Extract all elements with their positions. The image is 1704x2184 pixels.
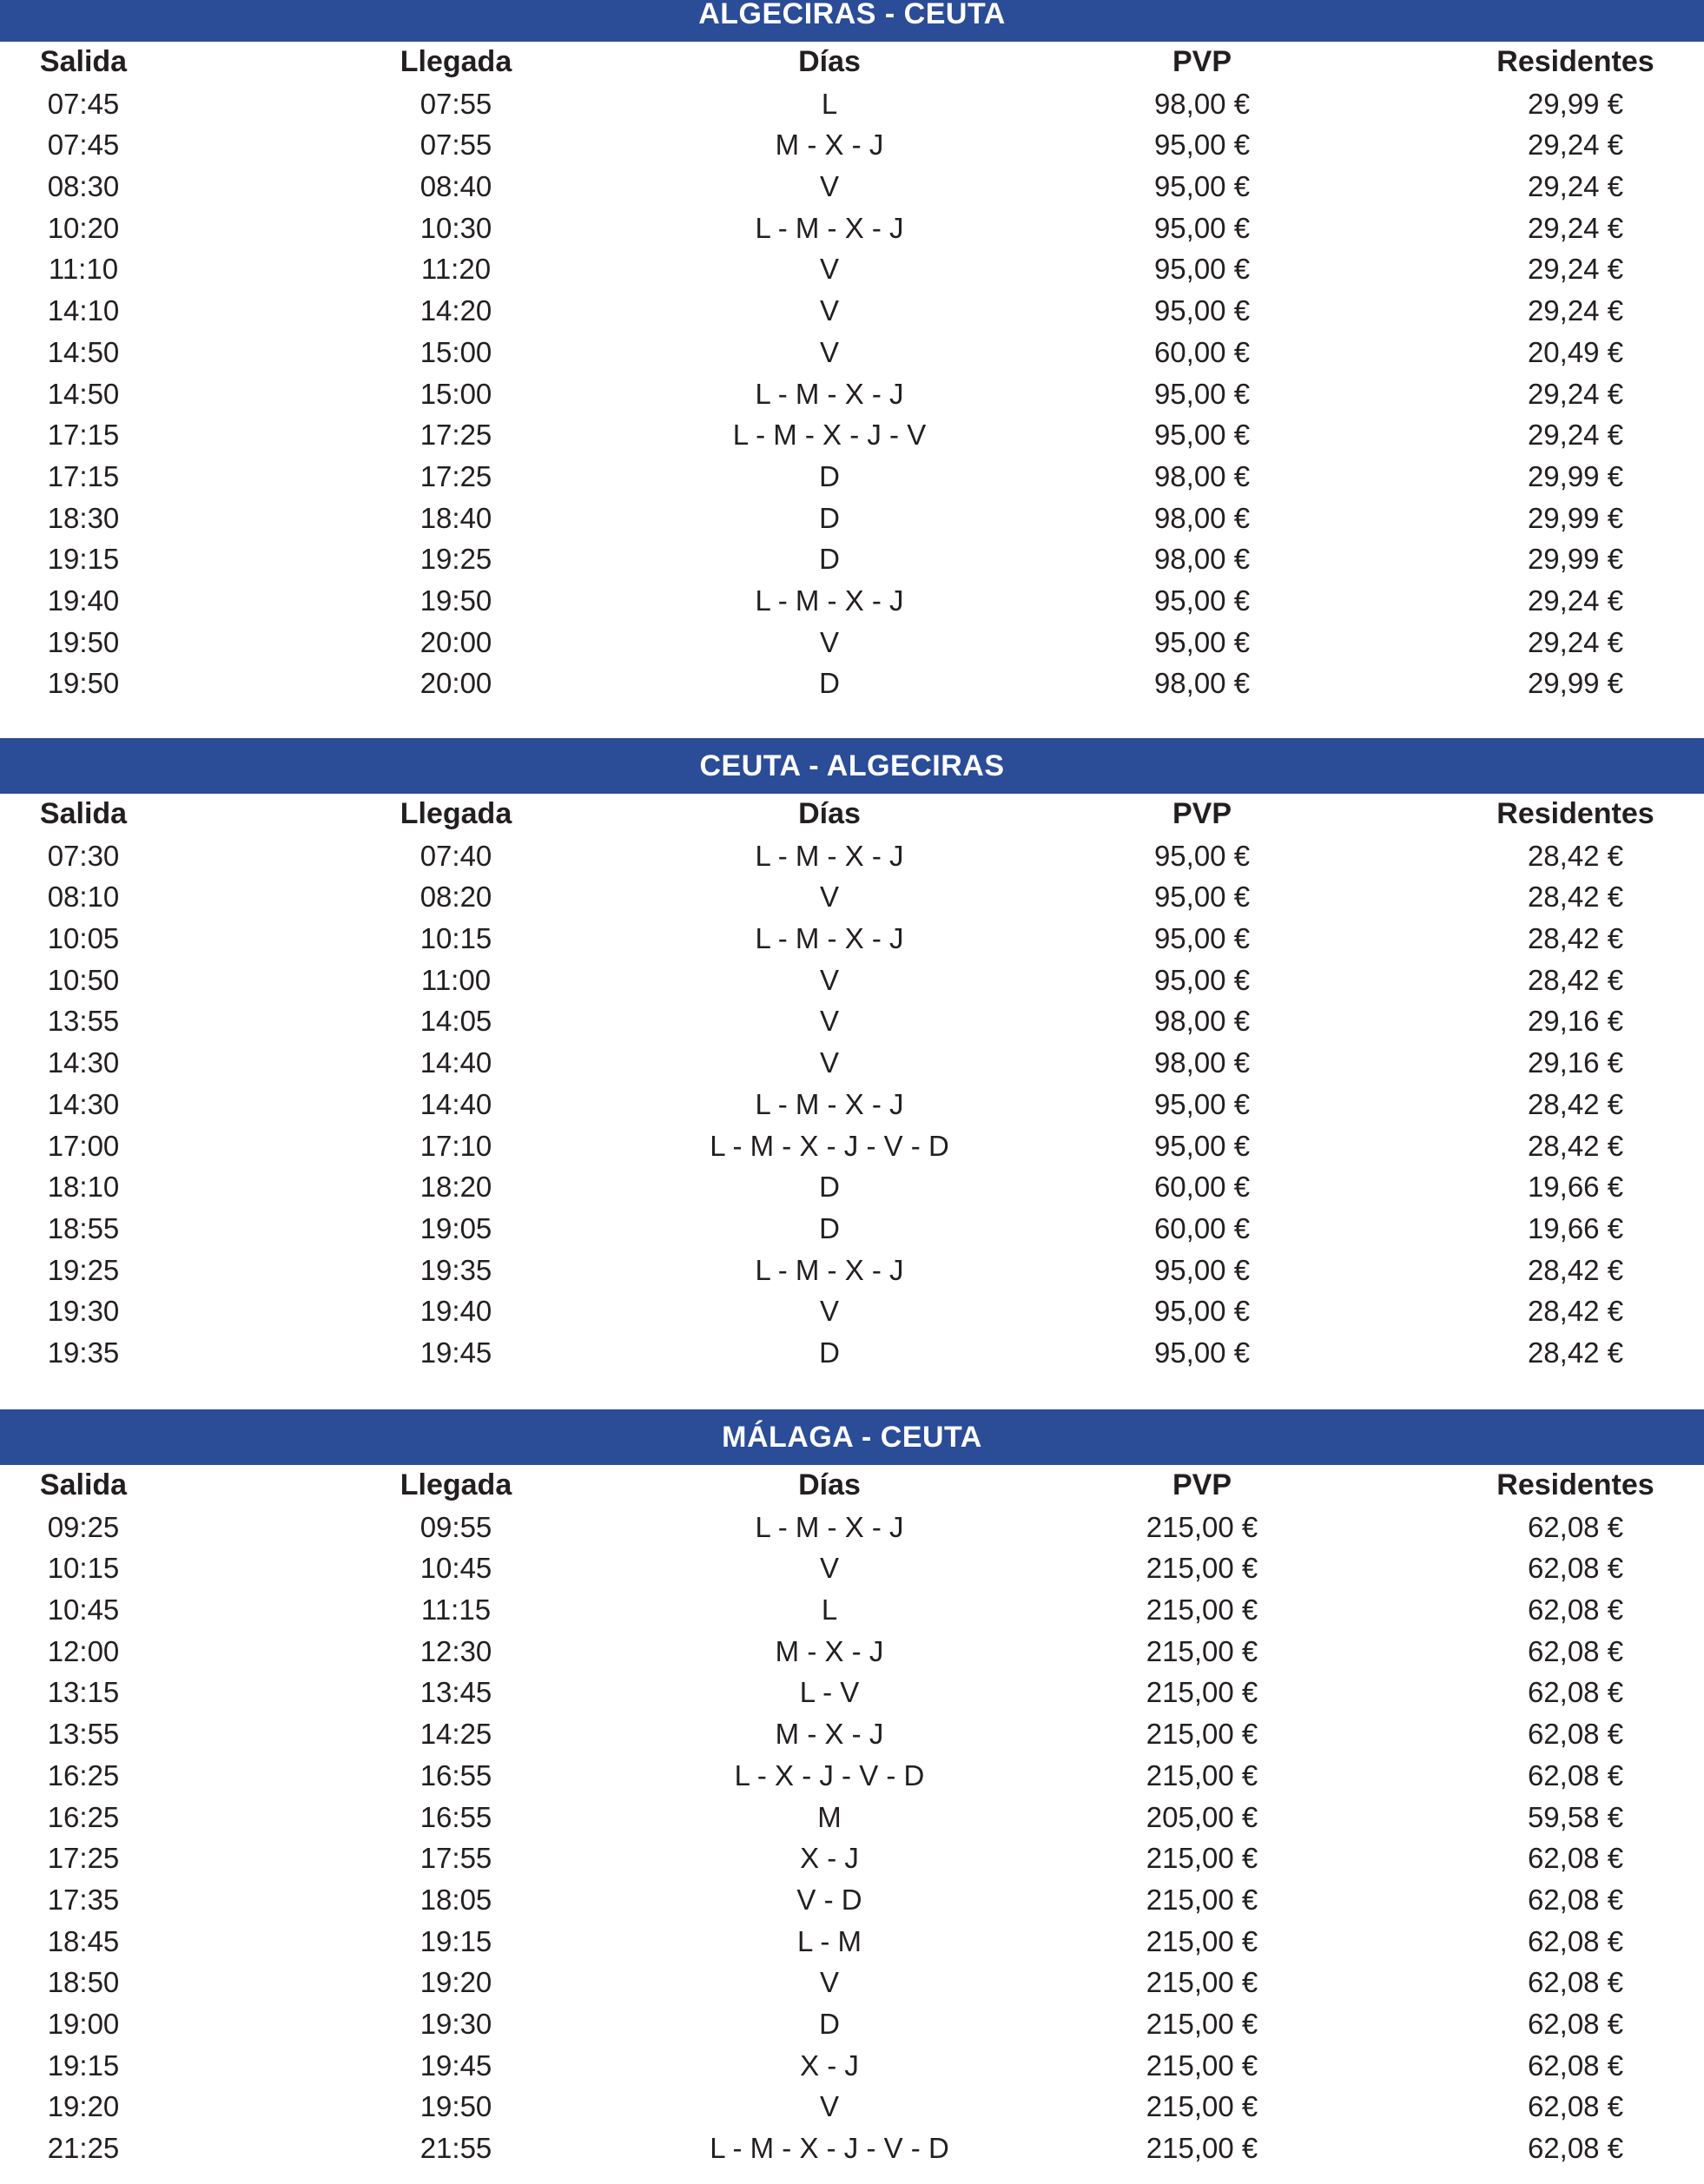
- cell-dias: D: [819, 667, 840, 700]
- cell-salida: 13:55: [47, 1718, 120, 1751]
- cell-llegada: 11:15: [420, 1593, 492, 1626]
- cell-salida: 16:25: [47, 1800, 120, 1833]
- cell-pvp: 98,00 €: [1153, 1046, 1251, 1079]
- cell-salida: 18:50: [47, 1966, 120, 1999]
- cell-llegada: 17:55: [419, 1842, 492, 1875]
- cell-salida: 17:35: [47, 1883, 120, 1916]
- cell-dias: M - X - J: [775, 1718, 884, 1751]
- cell-dias: L - M - X - J: [755, 1253, 904, 1286]
- cell-dias: V: [819, 1552, 840, 1585]
- cell-residentes: 29,99 €: [1527, 459, 1624, 492]
- table-row: [0, 373, 1704, 415]
- cell-dias: D: [819, 1171, 840, 1204]
- cell-llegada: 14:25: [419, 1718, 492, 1751]
- cell-residentes: 62,08 €: [1527, 1718, 1624, 1751]
- cell-llegada: 14:20: [419, 294, 492, 327]
- cell-dias: V: [819, 2090, 840, 2123]
- cell-dias: X - J: [800, 1842, 859, 1875]
- cell-dias: L: [821, 87, 838, 120]
- cell-dias: V: [819, 625, 840, 658]
- cell-residentes: 29,24 €: [1527, 211, 1624, 244]
- cell-pvp: 215,00 €: [1146, 2007, 1258, 2040]
- cell-residentes: 62,08 €: [1527, 1842, 1624, 1875]
- cell-dias: V: [819, 1966, 840, 1999]
- table-row: [0, 876, 1704, 918]
- cell-pvp: 95,00 €: [1153, 963, 1251, 996]
- cell-dias: M - X - J: [775, 129, 884, 162]
- cell-residentes: 28,42 €: [1527, 881, 1624, 914]
- cell-residentes: 29,24 €: [1527, 377, 1624, 410]
- table-row: [0, 414, 1704, 456]
- column-header-llegada: Llegada: [400, 797, 512, 830]
- cell-residentes: 29,24 €: [1527, 170, 1624, 203]
- cell-pvp: 60,00 €: [1153, 1171, 1251, 1204]
- table-row: [0, 1084, 1704, 1125]
- cell-dias: V: [819, 881, 840, 914]
- cell-residentes: 28,42 €: [1527, 1087, 1624, 1120]
- route-title: CEUTA - ALGECIRAS: [0, 738, 1704, 794]
- cell-salida: 11:10: [48, 253, 119, 286]
- cell-salida: 07:45: [47, 129, 120, 162]
- cell-llegada: 13:45: [419, 1676, 492, 1709]
- table-row: [0, 456, 1704, 498]
- cell-llegada: 19:20: [419, 1966, 492, 1999]
- cell-llegada: 19:50: [419, 584, 492, 617]
- cell-pvp: 95,00 €: [1153, 922, 1251, 955]
- cell-llegada: 16:55: [419, 1800, 492, 1833]
- table-header-row: [0, 1465, 1704, 1507]
- cell-llegada: 21:55: [419, 2132, 492, 2164]
- cell-salida: 10:15: [47, 1552, 120, 1585]
- cell-llegada: 08:40: [419, 170, 492, 203]
- cell-dias: V: [819, 294, 840, 327]
- cell-salida: 21:25: [47, 2132, 120, 2164]
- table-row: [0, 2003, 1704, 2045]
- column-header-dias: Días: [798, 1468, 861, 1501]
- column-header-pvp: PVP: [1172, 797, 1232, 830]
- cell-residentes: 28,42 €: [1527, 963, 1624, 996]
- cell-llegada: 09:55: [419, 1510, 492, 1543]
- cell-residentes: 62,08 €: [1527, 1924, 1624, 1957]
- cell-residentes: 29,99 €: [1527, 543, 1624, 576]
- cell-pvp: 95,00 €: [1153, 1336, 1251, 1369]
- cell-pvp: 95,00 €: [1153, 1253, 1251, 1286]
- cell-llegada: 14:40: [419, 1046, 492, 1079]
- column-header-salida: Salida: [39, 45, 128, 78]
- cell-residentes: 28,42 €: [1527, 1129, 1624, 1162]
- cell-salida: 18:55: [47, 1211, 120, 1244]
- cell-salida: 18:30: [47, 501, 120, 534]
- cell-dias: L - M - X - J: [755, 377, 904, 410]
- cell-salida: 10:05: [47, 922, 120, 955]
- cell-dias: V: [819, 170, 840, 203]
- cell-pvp: 95,00 €: [1153, 294, 1251, 327]
- cell-llegada: 14:40: [419, 1087, 492, 1120]
- cell-residentes: 29,99 €: [1527, 501, 1624, 534]
- cell-pvp: 98,00 €: [1153, 501, 1251, 534]
- table-header-row: [0, 42, 1704, 83]
- table-row: [0, 1631, 1704, 1673]
- table-row: [0, 1838, 1704, 1879]
- cell-salida: 13:15: [47, 1676, 120, 1709]
- cell-salida: 18:10: [47, 1171, 120, 1204]
- table-row: [0, 248, 1704, 290]
- cell-dias: V: [819, 1046, 840, 1079]
- table-row: [0, 498, 1704, 539]
- table-row: [0, 2086, 1704, 2128]
- cell-pvp: 95,00 €: [1153, 839, 1251, 872]
- cell-residentes: 19,66 €: [1527, 1171, 1624, 1204]
- cell-residentes: 19,66 €: [1527, 1211, 1624, 1244]
- cell-llegada: 19:30: [419, 2007, 492, 2040]
- cell-llegada: 19:40: [419, 1295, 492, 1328]
- cell-residentes: 28,42 €: [1527, 922, 1624, 955]
- cell-residentes: 62,08 €: [1527, 2132, 1624, 2164]
- cell-residentes: 29,16 €: [1527, 1005, 1624, 1038]
- table-row: [0, 918, 1704, 960]
- cell-salida: 19:25: [47, 1253, 120, 1286]
- cell-salida: 19:30: [47, 1295, 120, 1328]
- cell-llegada: 15:00: [419, 335, 492, 368]
- table-header-row: [0, 794, 1704, 835]
- cell-pvp: 215,00 €: [1146, 1552, 1258, 1585]
- cell-pvp: 215,00 €: [1146, 1924, 1258, 1957]
- table-row: [0, 1208, 1704, 1250]
- cell-pvp: 215,00 €: [1146, 2132, 1258, 2164]
- cell-salida: 14:30: [47, 1087, 120, 1120]
- cell-residentes: 28,42 €: [1527, 1253, 1624, 1286]
- cell-dias: M: [817, 1800, 842, 1833]
- cell-salida: 07:30: [47, 839, 120, 872]
- cell-salida: 16:25: [47, 1758, 120, 1791]
- table-row: [0, 1672, 1704, 1713]
- cell-salida: 19:20: [47, 2090, 120, 2123]
- cell-llegada: 10:30: [419, 211, 492, 244]
- table-row: [0, 332, 1704, 373]
- table-row: [0, 1879, 1704, 1921]
- cell-pvp: 95,00 €: [1153, 129, 1251, 162]
- cell-dias: X - J: [800, 2049, 859, 2082]
- cell-residentes: 29,24 €: [1527, 253, 1624, 286]
- cell-pvp: 95,00 €: [1153, 584, 1251, 617]
- route-title: ALGECIRAS - CEUTA: [0, 0, 1704, 42]
- cell-pvp: 95,00 €: [1153, 170, 1251, 203]
- cell-salida: 19:40: [47, 584, 120, 617]
- cell-salida: 13:55: [47, 1005, 120, 1038]
- column-header-salida: Salida: [39, 797, 128, 830]
- table-row: [0, 1507, 1704, 1548]
- cell-pvp: 215,00 €: [1146, 1842, 1258, 1875]
- cell-residentes: 62,08 €: [1527, 1593, 1624, 1626]
- cell-llegada: 10:15: [419, 922, 492, 955]
- cell-dias: L - M - X - J - V: [732, 419, 927, 452]
- table-row: [0, 1547, 1704, 1589]
- table-row: [0, 1000, 1704, 1042]
- table-row: [0, 1962, 1704, 2003]
- cell-llegada: 12:30: [419, 1634, 492, 1667]
- cell-llegada: 20:00: [419, 667, 492, 700]
- cell-residentes: 28,42 €: [1527, 1336, 1624, 1369]
- cell-salida: 14:30: [47, 1046, 120, 1079]
- cell-pvp: 98,00 €: [1153, 667, 1251, 700]
- cell-llegada: 18:40: [419, 501, 492, 534]
- cell-pvp: 205,00 €: [1146, 1800, 1258, 1833]
- table-row: [0, 1125, 1704, 1167]
- cell-pvp: 95,00 €: [1153, 1129, 1251, 1162]
- cell-pvp: 95,00 €: [1153, 211, 1251, 244]
- cell-pvp: 60,00 €: [1153, 1211, 1251, 1244]
- cell-residentes: 62,08 €: [1527, 1966, 1624, 1999]
- cell-pvp: 95,00 €: [1153, 253, 1251, 286]
- table-row: [0, 538, 1704, 580]
- cell-llegada: 10:45: [419, 1552, 492, 1585]
- table-row: [0, 835, 1704, 877]
- route-section: [0, 0, 1704, 704]
- cell-salida: 17:15: [47, 419, 120, 452]
- cell-salida: 10:20: [47, 211, 120, 244]
- cell-llegada: 17:10: [419, 1129, 492, 1162]
- cell-llegada: 17:25: [419, 459, 492, 492]
- cell-dias: L - V: [799, 1676, 860, 1709]
- cell-llegada: 19:45: [419, 2049, 492, 2082]
- cell-pvp: 215,00 €: [1146, 1883, 1258, 1916]
- table-row: [0, 663, 1704, 704]
- cell-salida: 19:00: [47, 2007, 120, 2040]
- cell-residentes: 28,42 €: [1527, 839, 1624, 872]
- cell-salida: 17:15: [47, 459, 120, 492]
- cell-salida: 14:50: [47, 335, 120, 368]
- cell-residentes: 62,08 €: [1527, 1634, 1624, 1667]
- cell-pvp: 215,00 €: [1146, 1634, 1258, 1667]
- cell-salida: 14:10: [47, 294, 120, 327]
- column-header-residentes: Residentes: [1496, 45, 1654, 78]
- cell-llegada: 07:55: [419, 87, 492, 120]
- cell-salida: 12:00: [47, 1634, 120, 1667]
- cell-llegada: 19:35: [419, 1253, 492, 1286]
- cell-salida: 19:15: [47, 543, 120, 576]
- cell-pvp: 215,00 €: [1146, 2090, 1258, 2123]
- cell-residentes: 62,08 €: [1527, 2090, 1624, 2123]
- cell-salida: 17:25: [47, 1842, 120, 1875]
- cell-residentes: 62,08 €: [1527, 2049, 1624, 2082]
- cell-dias: L: [821, 1593, 838, 1626]
- cell-llegada: 19:50: [419, 2090, 492, 2123]
- cell-llegada: 07:40: [419, 839, 492, 872]
- table-row: [0, 1290, 1704, 1332]
- cell-llegada: 08:20: [419, 881, 492, 914]
- cell-pvp: 215,00 €: [1146, 1676, 1258, 1709]
- table-row: [0, 124, 1704, 166]
- cell-dias: D: [819, 501, 840, 534]
- table-row: [0, 2128, 1704, 2169]
- cell-dias: L - M - X - J: [755, 1087, 904, 1120]
- cell-llegada: 19:45: [419, 1336, 492, 1369]
- table-row: [0, 2045, 1704, 2087]
- cell-pvp: 95,00 €: [1153, 419, 1251, 452]
- column-header-llegada: Llegada: [400, 45, 512, 78]
- cell-dias: L - M - X - J: [755, 839, 904, 872]
- cell-dias: L - M: [797, 1924, 862, 1957]
- cell-dias: V - D: [796, 1883, 862, 1916]
- cell-salida: 17:00: [47, 1129, 120, 1162]
- cell-dias: V: [819, 963, 840, 996]
- cell-residentes: 62,08 €: [1527, 1510, 1624, 1543]
- cell-salida: 19:35: [47, 1336, 120, 1369]
- table-row: [0, 960, 1704, 1001]
- table-row: [0, 1166, 1704, 1208]
- cell-residentes: 29,99 €: [1527, 667, 1624, 700]
- cell-pvp: 95,00 €: [1153, 377, 1251, 410]
- column-header-pvp: PVP: [1172, 1468, 1232, 1501]
- cell-llegada: 18:20: [419, 1171, 492, 1204]
- cell-dias: V: [819, 253, 840, 286]
- cell-residentes: 62,08 €: [1527, 1883, 1624, 1916]
- cell-pvp: 98,00 €: [1153, 459, 1251, 492]
- cell-dias: L - M - X - J: [755, 584, 904, 617]
- cell-salida: 08:10: [47, 881, 120, 914]
- cell-pvp: 98,00 €: [1153, 1005, 1251, 1038]
- cell-dias: L - X - J - V - D: [734, 1758, 925, 1791]
- column-header-residentes: Residentes: [1496, 1468, 1654, 1501]
- table-row: [0, 1250, 1704, 1291]
- route-title: MÁLAGA - CEUTA: [0, 1409, 1704, 1465]
- cell-pvp: 98,00 €: [1153, 87, 1251, 120]
- cell-llegada: 19:25: [419, 543, 492, 576]
- cell-dias: D: [819, 1211, 840, 1244]
- table-row: [0, 622, 1704, 663]
- table-row: [0, 1589, 1704, 1631]
- cell-llegada: 07:55: [419, 129, 492, 162]
- table-row: [0, 83, 1704, 125]
- table-row: [0, 1713, 1704, 1755]
- cell-pvp: 215,00 €: [1146, 2049, 1258, 2082]
- table-row: [0, 166, 1704, 208]
- cell-dias: L - M - X - J - V - D: [710, 2132, 949, 2164]
- table-row: [0, 1042, 1704, 1084]
- cell-residentes: 59,58 €: [1527, 1800, 1624, 1833]
- cell-dias: L - M - X - J: [755, 211, 904, 244]
- table-row: [0, 290, 1704, 332]
- cell-dias: D: [819, 543, 840, 576]
- cell-salida: 10:50: [47, 963, 120, 996]
- cell-residentes: 62,08 €: [1527, 2007, 1624, 2040]
- cell-residentes: 29,24 €: [1527, 294, 1624, 327]
- cell-llegada: 18:05: [419, 1883, 492, 1916]
- column-header-salida: Salida: [39, 1468, 128, 1501]
- column-header-llegada: Llegada: [400, 1468, 512, 1501]
- cell-llegada: 20:00: [419, 625, 492, 658]
- cell-pvp: 95,00 €: [1153, 625, 1251, 658]
- route-section: [0, 1409, 1704, 2169]
- cell-pvp: 215,00 €: [1146, 1593, 1258, 1626]
- cell-salida: 14:50: [47, 377, 120, 410]
- cell-residentes: 29,24 €: [1527, 625, 1624, 658]
- cell-dias: D: [819, 1336, 840, 1369]
- cell-pvp: 215,00 €: [1146, 1718, 1258, 1751]
- cell-salida: 19:50: [47, 625, 120, 658]
- cell-dias: L - M - X - J: [755, 1510, 904, 1543]
- cell-llegada: 16:55: [419, 1758, 492, 1791]
- cell-pvp: 215,00 €: [1146, 1510, 1258, 1543]
- cell-dias: D: [819, 459, 840, 492]
- cell-salida: 19:15: [47, 2049, 120, 2082]
- cell-pvp: 95,00 €: [1153, 881, 1251, 914]
- route-section: [0, 738, 1704, 1374]
- cell-llegada: 17:25: [419, 419, 492, 452]
- cell-dias: L - M - X - J - V - D: [710, 1129, 949, 1162]
- cell-dias: V: [819, 335, 840, 368]
- table-row: [0, 1332, 1704, 1374]
- cell-dias: L - M - X - J: [755, 922, 904, 955]
- cell-residentes: 28,42 €: [1527, 1295, 1624, 1328]
- cell-salida: 19:50: [47, 667, 120, 700]
- cell-salida: 10:45: [47, 1593, 120, 1626]
- cell-salida: 07:45: [47, 87, 120, 120]
- cell-pvp: 215,00 €: [1146, 1758, 1258, 1791]
- cell-llegada: 19:15: [419, 1924, 492, 1957]
- cell-pvp: 215,00 €: [1146, 1966, 1258, 1999]
- cell-residentes: 29,24 €: [1527, 419, 1624, 452]
- cell-residentes: 62,08 €: [1527, 1676, 1624, 1709]
- cell-dias: V: [819, 1295, 840, 1328]
- cell-pvp: 60,00 €: [1153, 335, 1251, 368]
- cell-dias: V: [819, 1005, 840, 1038]
- cell-pvp: 95,00 €: [1153, 1087, 1251, 1120]
- cell-llegada: 19:05: [419, 1211, 492, 1244]
- cell-salida: 08:30: [47, 170, 120, 203]
- cell-residentes: 20,49 €: [1527, 335, 1624, 368]
- column-header-residentes: Residentes: [1496, 797, 1654, 830]
- cell-residentes: 29,99 €: [1527, 87, 1624, 120]
- cell-salida: 18:45: [47, 1924, 120, 1957]
- cell-salida: 09:25: [47, 1510, 120, 1543]
- cell-llegada: 11:00: [420, 963, 492, 996]
- column-header-pvp: PVP: [1172, 45, 1232, 78]
- cell-llegada: 14:05: [419, 1005, 492, 1038]
- cell-dias: D: [819, 2007, 840, 2040]
- table-row: [0, 1755, 1704, 1797]
- cell-residentes: 62,08 €: [1527, 1758, 1624, 1791]
- table-row: [0, 208, 1704, 249]
- cell-residentes: 29,16 €: [1527, 1046, 1624, 1079]
- cell-llegada: 15:00: [419, 377, 492, 410]
- cell-pvp: 98,00 €: [1153, 543, 1251, 576]
- table-row: [0, 1797, 1704, 1838]
- cell-residentes: 62,08 €: [1527, 1552, 1624, 1585]
- table-row: [0, 1921, 1704, 1963]
- cell-pvp: 95,00 €: [1153, 1295, 1251, 1328]
- cell-llegada: 11:20: [420, 253, 492, 286]
- table-row: [0, 580, 1704, 622]
- cell-dias: M - X - J: [775, 1634, 884, 1667]
- column-header-dias: Días: [798, 797, 861, 830]
- column-header-dias: Días: [798, 45, 861, 78]
- cell-residentes: 29,24 €: [1527, 584, 1624, 617]
- cell-residentes: 29,24 €: [1527, 129, 1624, 162]
